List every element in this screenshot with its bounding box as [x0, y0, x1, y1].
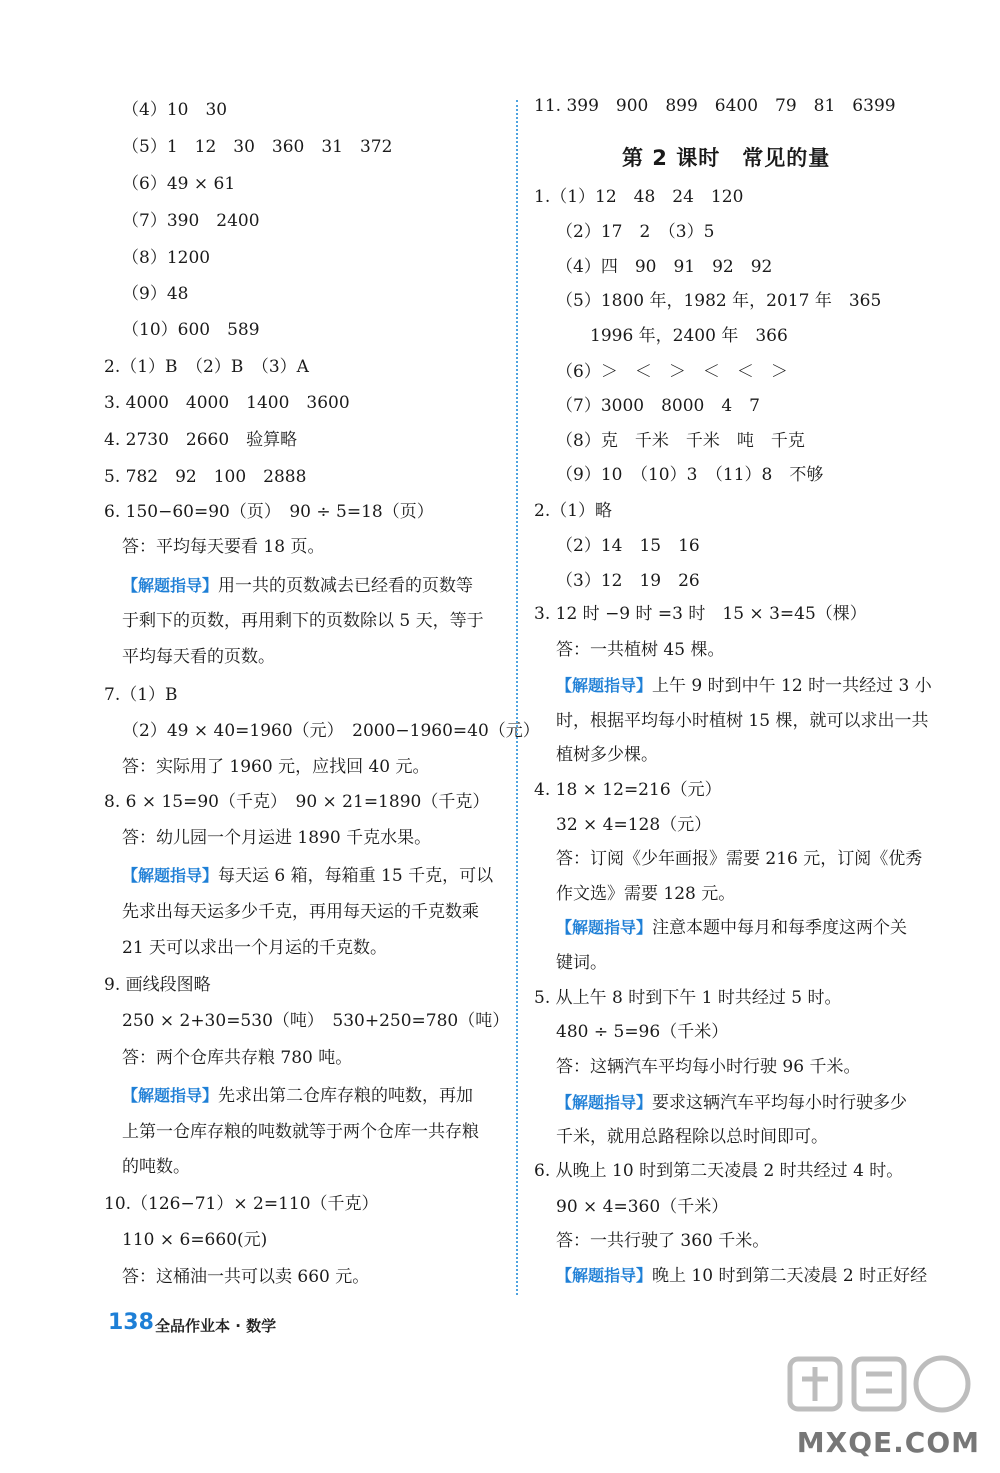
right-answer-line: 4. 18 × 12=216（元）: [534, 780, 722, 800]
solution-guide-text: 用一共的页数减去已经看的页数等: [218, 576, 474, 596]
left-answer-line: [122, 866, 493, 886]
solution-guide-label: 【解题指导】: [556, 1266, 653, 1285]
left-answer-line: 答：这桶油一共可以卖 660 元。: [122, 1267, 370, 1287]
left-answer-line: 10.（126−71）× 2=110（千克）: [104, 1194, 379, 1214]
solution-guide-text: 注意本题中每月和每季度这两个关: [652, 918, 908, 938]
left-answer-line: （6）49 × 61: [122, 174, 236, 194]
left-answer-line: 2.（1）B （2）B （3）A: [104, 357, 309, 377]
solution-guide-label: 【解题指导】: [122, 576, 219, 595]
page-number: 138: [108, 1310, 154, 1335]
right-answer-line: （7）3000 8000 4 7: [556, 396, 760, 416]
left-answer-line: （10）600 589: [122, 320, 260, 340]
right-answer-line: （9）10 （10）3 （11）8 不够: [556, 465, 824, 485]
solution-guide-text: 先求出第二仓库存粮的吨数，再加: [218, 1086, 474, 1106]
left-answer-line: 6. 150−60=90（页） 90 ÷ 5=18（页）: [104, 502, 434, 522]
watermark-text: MXQE.COM: [796, 1426, 980, 1459]
book-title: 全品作业本 · 数学: [155, 1317, 277, 1335]
left-answer-line: 250 × 2+30=530（吨） 530+250=780（吨）: [122, 1011, 510, 1031]
solution-guide-label: 【解题指导】: [556, 676, 653, 695]
solution-guide-text: 晚上 10 时到第二天凌晨 2 时正好经: [652, 1266, 928, 1286]
right-answer-line: [556, 676, 932, 696]
left-answer-line: 答：两个仓库共存粮 780 吨。: [122, 1048, 353, 1068]
right-answer-line: 3. 12 时 −9 时 =3 时 15 × 3=45（棵）: [534, 604, 867, 624]
solution-guide-text: 要求这辆汽车平均每小时行驶多少: [652, 1093, 908, 1113]
left-answer-line: 3. 4000 4000 1400 3600: [104, 393, 350, 413]
solution-guide-text: 每天运 6 箱，每箱重 15 千克，可以: [218, 866, 494, 886]
right-answer-line: （3）12 19 26: [556, 571, 700, 591]
left-answer-line: [122, 576, 473, 596]
left-answer-line: （9）48: [122, 284, 189, 304]
left-answer-line: 于剩下的页数，再用剩下的页数除以 5 天，等于: [122, 611, 484, 631]
right-answer-line: 答：一共植树 45 棵。: [556, 640, 725, 660]
right-answer-line: [556, 1093, 907, 1113]
left-answer-line: （4）10 30: [122, 100, 228, 120]
section-title: 第 2 课时 常见的量: [622, 146, 831, 170]
left-answer-line: 7.（1）B: [104, 685, 178, 705]
right-answer-line: [556, 918, 907, 938]
solution-guide-label: 【解题指导】: [556, 918, 653, 937]
right-answer-line: 480 ÷ 5=96（千米）: [556, 1022, 729, 1042]
right-answer-line: 作文选》需要 128 元。: [556, 884, 736, 904]
right-answer-line: 1996 年，2400 年 366: [590, 326, 788, 346]
left-answer-line: 答：幼儿园一个月运进 1890 千克水果。: [122, 828, 432, 848]
left-answer-line: 平均每天看的页数。: [122, 647, 275, 667]
left-answer-line: 21 天可以求出一个月运的千克数。: [122, 938, 388, 958]
right-answer-line: 90 × 4=360（千米）: [556, 1197, 729, 1217]
right-answer-line: 答：订阅《少年画报》需要 216 元，订阅《优秀: [556, 849, 923, 869]
left-answer-line: 4. 2730 2660 验算略: [104, 430, 298, 450]
left-answer-line: 答：平均每天要看 18 页。: [122, 537, 325, 557]
left-answer-line: 答：实际用了 1960 元，应找回 40 元。: [122, 757, 430, 777]
left-answer-line: 110 × 6=660(元): [122, 1230, 268, 1250]
right-answer-line: 键词。: [556, 953, 607, 973]
right-answer-line: （2）17 2 （3）5: [556, 222, 715, 242]
right-answer-line: 答：一共行驶了 360 千米。: [556, 1231, 770, 1251]
right-answer-line: 千米，就用总路程除以总时间即可。: [556, 1127, 828, 1147]
right-answer-line: 32 × 4=128（元）: [556, 815, 712, 835]
right-answer-line: [556, 1266, 927, 1286]
left-answer-line: （5）1 12 30 360 31 372: [122, 137, 393, 157]
right-answer-line: 1.（1）12 48 24 120: [534, 187, 744, 207]
left-answer-line: [122, 1086, 473, 1106]
left-answer-line: 8. 6 × 15=90（千克） 90 × 21=1890（千克）: [104, 792, 490, 812]
solution-guide-text: 上午 9 时到中午 12 时一共经过 3 小: [652, 676, 932, 696]
solution-guide-label: 【解题指导】: [556, 1093, 653, 1112]
right-answer-line: （5）1800 年，1982 年，2017 年 365: [556, 291, 882, 311]
column-divider: [516, 100, 518, 1295]
left-answer-line: （8）1200: [122, 248, 211, 268]
right-answer-line: 时，根据平均每小时植树 15 棵，就可以求出一共: [556, 711, 929, 731]
right-answer-line: 11. 399 900 899 6400 79 81 6399: [534, 96, 896, 116]
solution-guide-label: 【解题指导】: [122, 1086, 219, 1105]
right-answer-line: 6. 从晚上 10 时到第二天凌晨 2 时共经过 4 时。: [534, 1161, 904, 1181]
right-answer-line: 答：这辆汽车平均每小时行驶 96 千米。: [556, 1057, 861, 1077]
right-answer-line: （8）克 千米 千米 吨 千克: [556, 431, 805, 451]
left-answer-line: 先求出每天运多少千克，再用每天运的千克数乘: [122, 902, 479, 922]
right-answer-line: （2）14 15 16: [556, 536, 700, 556]
left-answer-line: 上第一仓库存粮的吨数就等于两个仓库一共存粮: [122, 1122, 479, 1142]
left-answer-line: 9. 画线段图略: [104, 975, 211, 995]
right-answer-line: （4）四 90 91 92 92: [556, 257, 773, 277]
left-answer-line: 的吨数。: [122, 1157, 190, 1177]
right-answer-line: 植树多少棵。: [556, 745, 658, 765]
solution-guide-label: 【解题指导】: [122, 866, 219, 885]
left-answer-line: （2）49 × 40=1960（元） 2000−1960=40（元）: [122, 721, 540, 741]
right-answer-line: 5. 从上午 8 时到下午 1 时共经过 5 时。: [534, 988, 842, 1008]
right-answer-line: 2.（1）略: [534, 501, 613, 521]
left-answer-line: 5. 782 92 100 2888: [104, 467, 307, 487]
left-answer-line: （7）390 2400: [122, 211, 260, 231]
right-answer-line: （6）＞ ＜ ＞ ＜ ＜ ＞: [556, 362, 788, 382]
